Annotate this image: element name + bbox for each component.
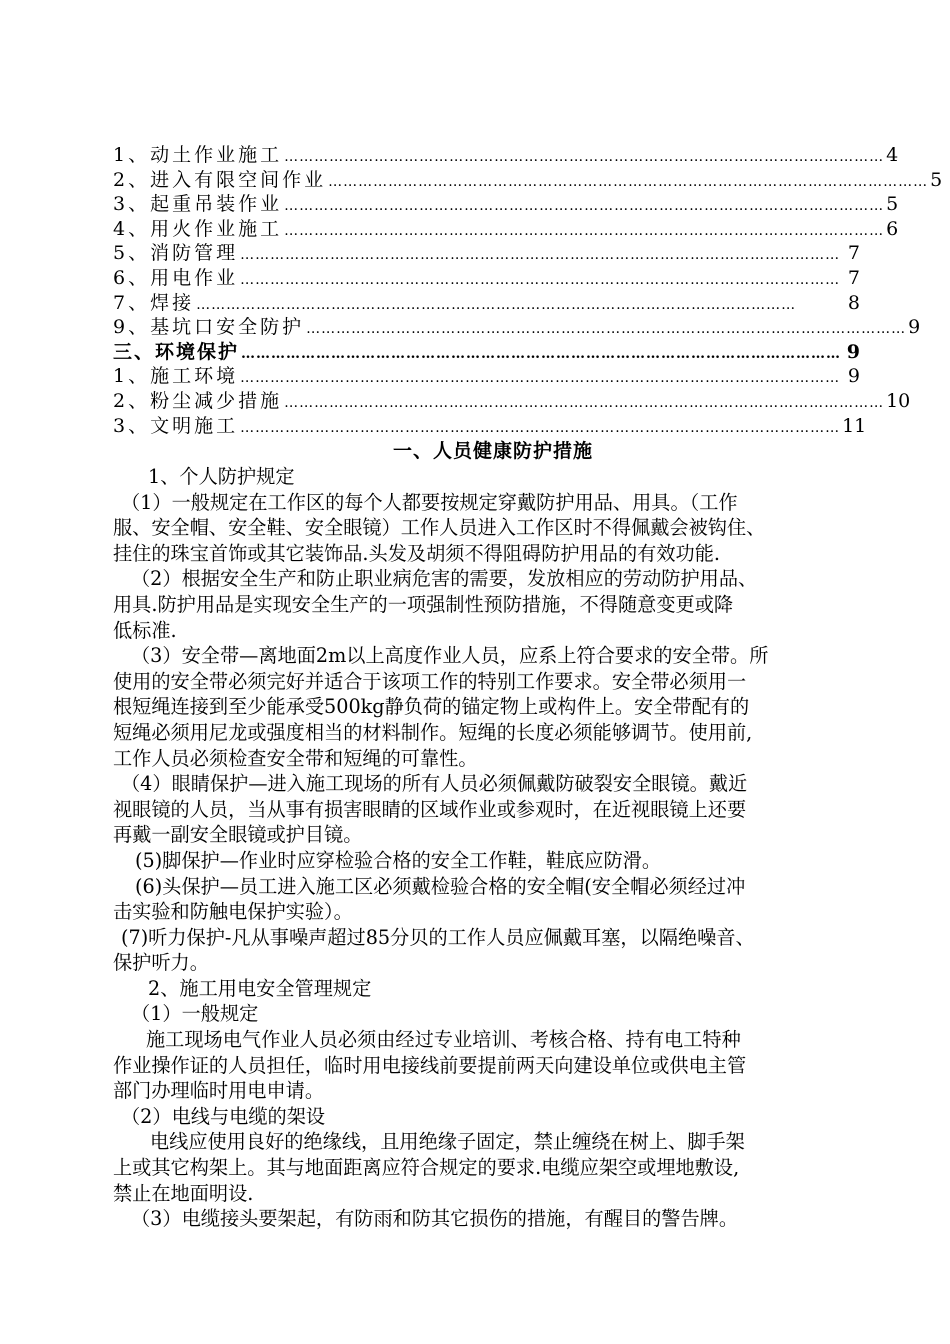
toc-entry[interactable] — [113, 143, 899, 168]
toc-entry[interactable] — [113, 340, 860, 365]
toc-page-number: 4 — [886, 144, 899, 166]
toc-page-number: 11 — [842, 414, 867, 437]
text-line: （2）根据安全生产和防止职业病危害的需要，发放相应的劳动防护用品、 — [131, 567, 758, 591]
text-line: 短绳必须用尼龙或强度相当的材料制作。短绳的长度必须能够调节。使用前, — [113, 720, 753, 744]
toc-page-number: 9 — [846, 340, 860, 363]
text-line: （3）电缆接头要架起，有防雨和防其它损伤的措施，有醒目的警告牌。 — [131, 1207, 739, 1231]
section-heading: 一、人员健康防护措施 — [392, 440, 593, 462]
text-line: 使用的安全带必须完好并适合于该项工作的特别工作要求。安全带必须用一 — [113, 669, 747, 693]
table-of-contents — [113, 143, 943, 438]
text-line: (6)头保护—员工进入施工区必须戴检验合格的安全帽(安全帽必须经过冲 — [135, 874, 746, 898]
toc-page-number: 5 — [930, 168, 943, 191]
toc-entry-label: 三、环境保护 — [113, 340, 240, 363]
toc-dot-leader: ………………………………………………………………………………………………………… — [284, 198, 885, 215]
toc-dot-leader: ………………………………………………………………………………………………………… — [328, 173, 929, 190]
toc-entry-label: 3、文明施工 — [113, 414, 239, 437]
text-line: 电线应使用良好的绝缘线，且用绝缘子固定，禁止缠绕在树上、脚手架 — [150, 1130, 745, 1154]
text-line: 施工现场电气作业人员必须由经过专业培训、考核合格、持有电工特种 — [146, 1028, 741, 1052]
text-line: （4）眼睛保护—进入施工现场的所有人员必须佩戴防破裂安全眼镜。戴近 — [121, 772, 748, 796]
toc-entry-label: 1、动土作业施工 — [113, 144, 283, 166]
toc-entry[interactable] — [113, 364, 860, 389]
toc-page-number: 6 — [886, 217, 899, 240]
text-line: 视眼镜的人员，当从事有损害眼睛的区域作业或参观时，在近视眼镜上还要 — [113, 797, 747, 821]
toc-dot-leader: ………………………………………………………………………………………………………… — [240, 370, 841, 387]
toc-entry[interactable] — [113, 315, 921, 340]
toc-page-number: 9 — [847, 365, 860, 388]
text-line: 1、个人防护规定 — [148, 465, 295, 488]
toc-entry[interactable] — [113, 266, 860, 291]
toc-entry[interactable] — [113, 389, 911, 414]
text-line: 根短绳连接到至少能承受500kg静负荷的锚定物上或构件上。安全带配有的 — [113, 695, 750, 719]
toc-dot-leader: ………………………………………………………………………………………………………… — [284, 149, 885, 165]
toc-entry-label: 4、用火作业施工 — [113, 217, 283, 240]
text-line: 挂住的珠宝首饰或其它装饰品.头发及胡须不得阻碍防护用品的有效功能. — [113, 541, 721, 565]
toc-dot-leader: ………………………………………………………………………………………………………… — [240, 419, 841, 436]
text-line: （1）一般规定在工作区的每个人都要按规定穿戴防护用品、用具。（工作 — [121, 490, 738, 514]
text-line: 工作人员必须检查安全带和短绳的可靠性。 — [113, 746, 478, 770]
toc-dot-leader: ………………………………………………………………………………………………………… — [240, 271, 841, 288]
toc-entry-label: 9、基坑口安全防护 — [113, 316, 305, 339]
toc-entry[interactable] — [113, 291, 860, 316]
toc-entry[interactable] — [113, 168, 943, 193]
toc-entry[interactable] — [113, 241, 860, 266]
body-paragraphs — [113, 464, 873, 1232]
text-line: 击实验和防触电保护实验）。 — [113, 900, 353, 924]
toc-entry-label: 2、进入有限空间作业 — [113, 168, 327, 191]
toc-entry-label: 2、粉尘减少措施 — [113, 389, 283, 412]
toc-page-number: 9 — [908, 316, 921, 339]
text-line: 作业操作证的人员担任，临时用电接线前要提前两天向建设单位或供电主管 — [113, 1053, 747, 1077]
toc-dot-leader: ………………………………………………………………………………………………………… — [306, 321, 907, 338]
toc-page-number: 7 — [847, 242, 860, 265]
text-line: (7)听力保护-凡从事噪声超过85分贝的工作人员应佩戴耳塞，以隔绝噪音、 — [121, 925, 755, 949]
toc-page-number: 10 — [886, 389, 911, 412]
text-line: (5)脚保护—作业时应穿检验合格的安全工作鞋，鞋底应防滑。 — [135, 848, 662, 872]
toc-entry[interactable] — [113, 414, 867, 439]
document-body — [113, 438, 873, 1232]
text-line: （3）安全带—离地面2m以上高度作业人员，应系上符合要求的安全带。所 — [131, 644, 769, 668]
toc-entry[interactable] — [113, 217, 899, 242]
text-line: （2）电线与电缆的架设 — [121, 1104, 326, 1128]
toc-entry-label: 3、起重吊装作业 — [113, 193, 283, 216]
text-line: 用具.防护用品是实现安全生产的一项强制性预防措施，不得随意变更或降 — [113, 592, 734, 616]
text-line: 再戴一副安全眼镜或护目镜。 — [113, 823, 363, 847]
text-line: 服、安全帽、安全鞋、安全眼镜）工作人员进入工作区时不得佩戴会被钩住、 — [113, 516, 766, 540]
text-line: 禁止在地面明设. — [113, 1181, 254, 1205]
toc-dot-leader: ………………………………………………………………………………………………………… — [240, 247, 841, 264]
text-line: 上或其它构架上。其与地面距离应符合规定的要求.电缆应架空或埋地敷设, — [113, 1156, 740, 1180]
toc-entry-label: 6、用电作业 — [113, 266, 239, 289]
toc-page-number: 8 — [847, 291, 860, 314]
toc-dot-leader: ………………………………………………………………………………………………………… — [284, 394, 885, 411]
text-line: 保护听力。 — [113, 951, 209, 975]
toc-entry[interactable] — [113, 192, 899, 217]
toc-entry-label: 1、施工环境 — [113, 365, 239, 388]
toc-dot-leader: ………………………………………………………………………………………………………… — [196, 296, 797, 313]
text-line: 2、施工用电安全管理规定 — [148, 976, 372, 1000]
toc-page-number: 7 — [847, 266, 860, 289]
text-line: 部门办理临时用电申请。 — [113, 1079, 325, 1103]
toc-page-number: 5 — [886, 193, 899, 216]
text-line: （1）一般规定 — [131, 1002, 259, 1026]
toc-entry-label: 5、消防管理 — [113, 242, 239, 265]
toc-dot-leader: ………………………………………………………………………………………………………… — [284, 222, 885, 239]
toc-dot-leader: ………………………………………………………………………………………………………… — [241, 345, 842, 362]
toc-entry-label: 7、焊接 — [113, 291, 195, 314]
text-line: 低标准. — [113, 618, 177, 642]
